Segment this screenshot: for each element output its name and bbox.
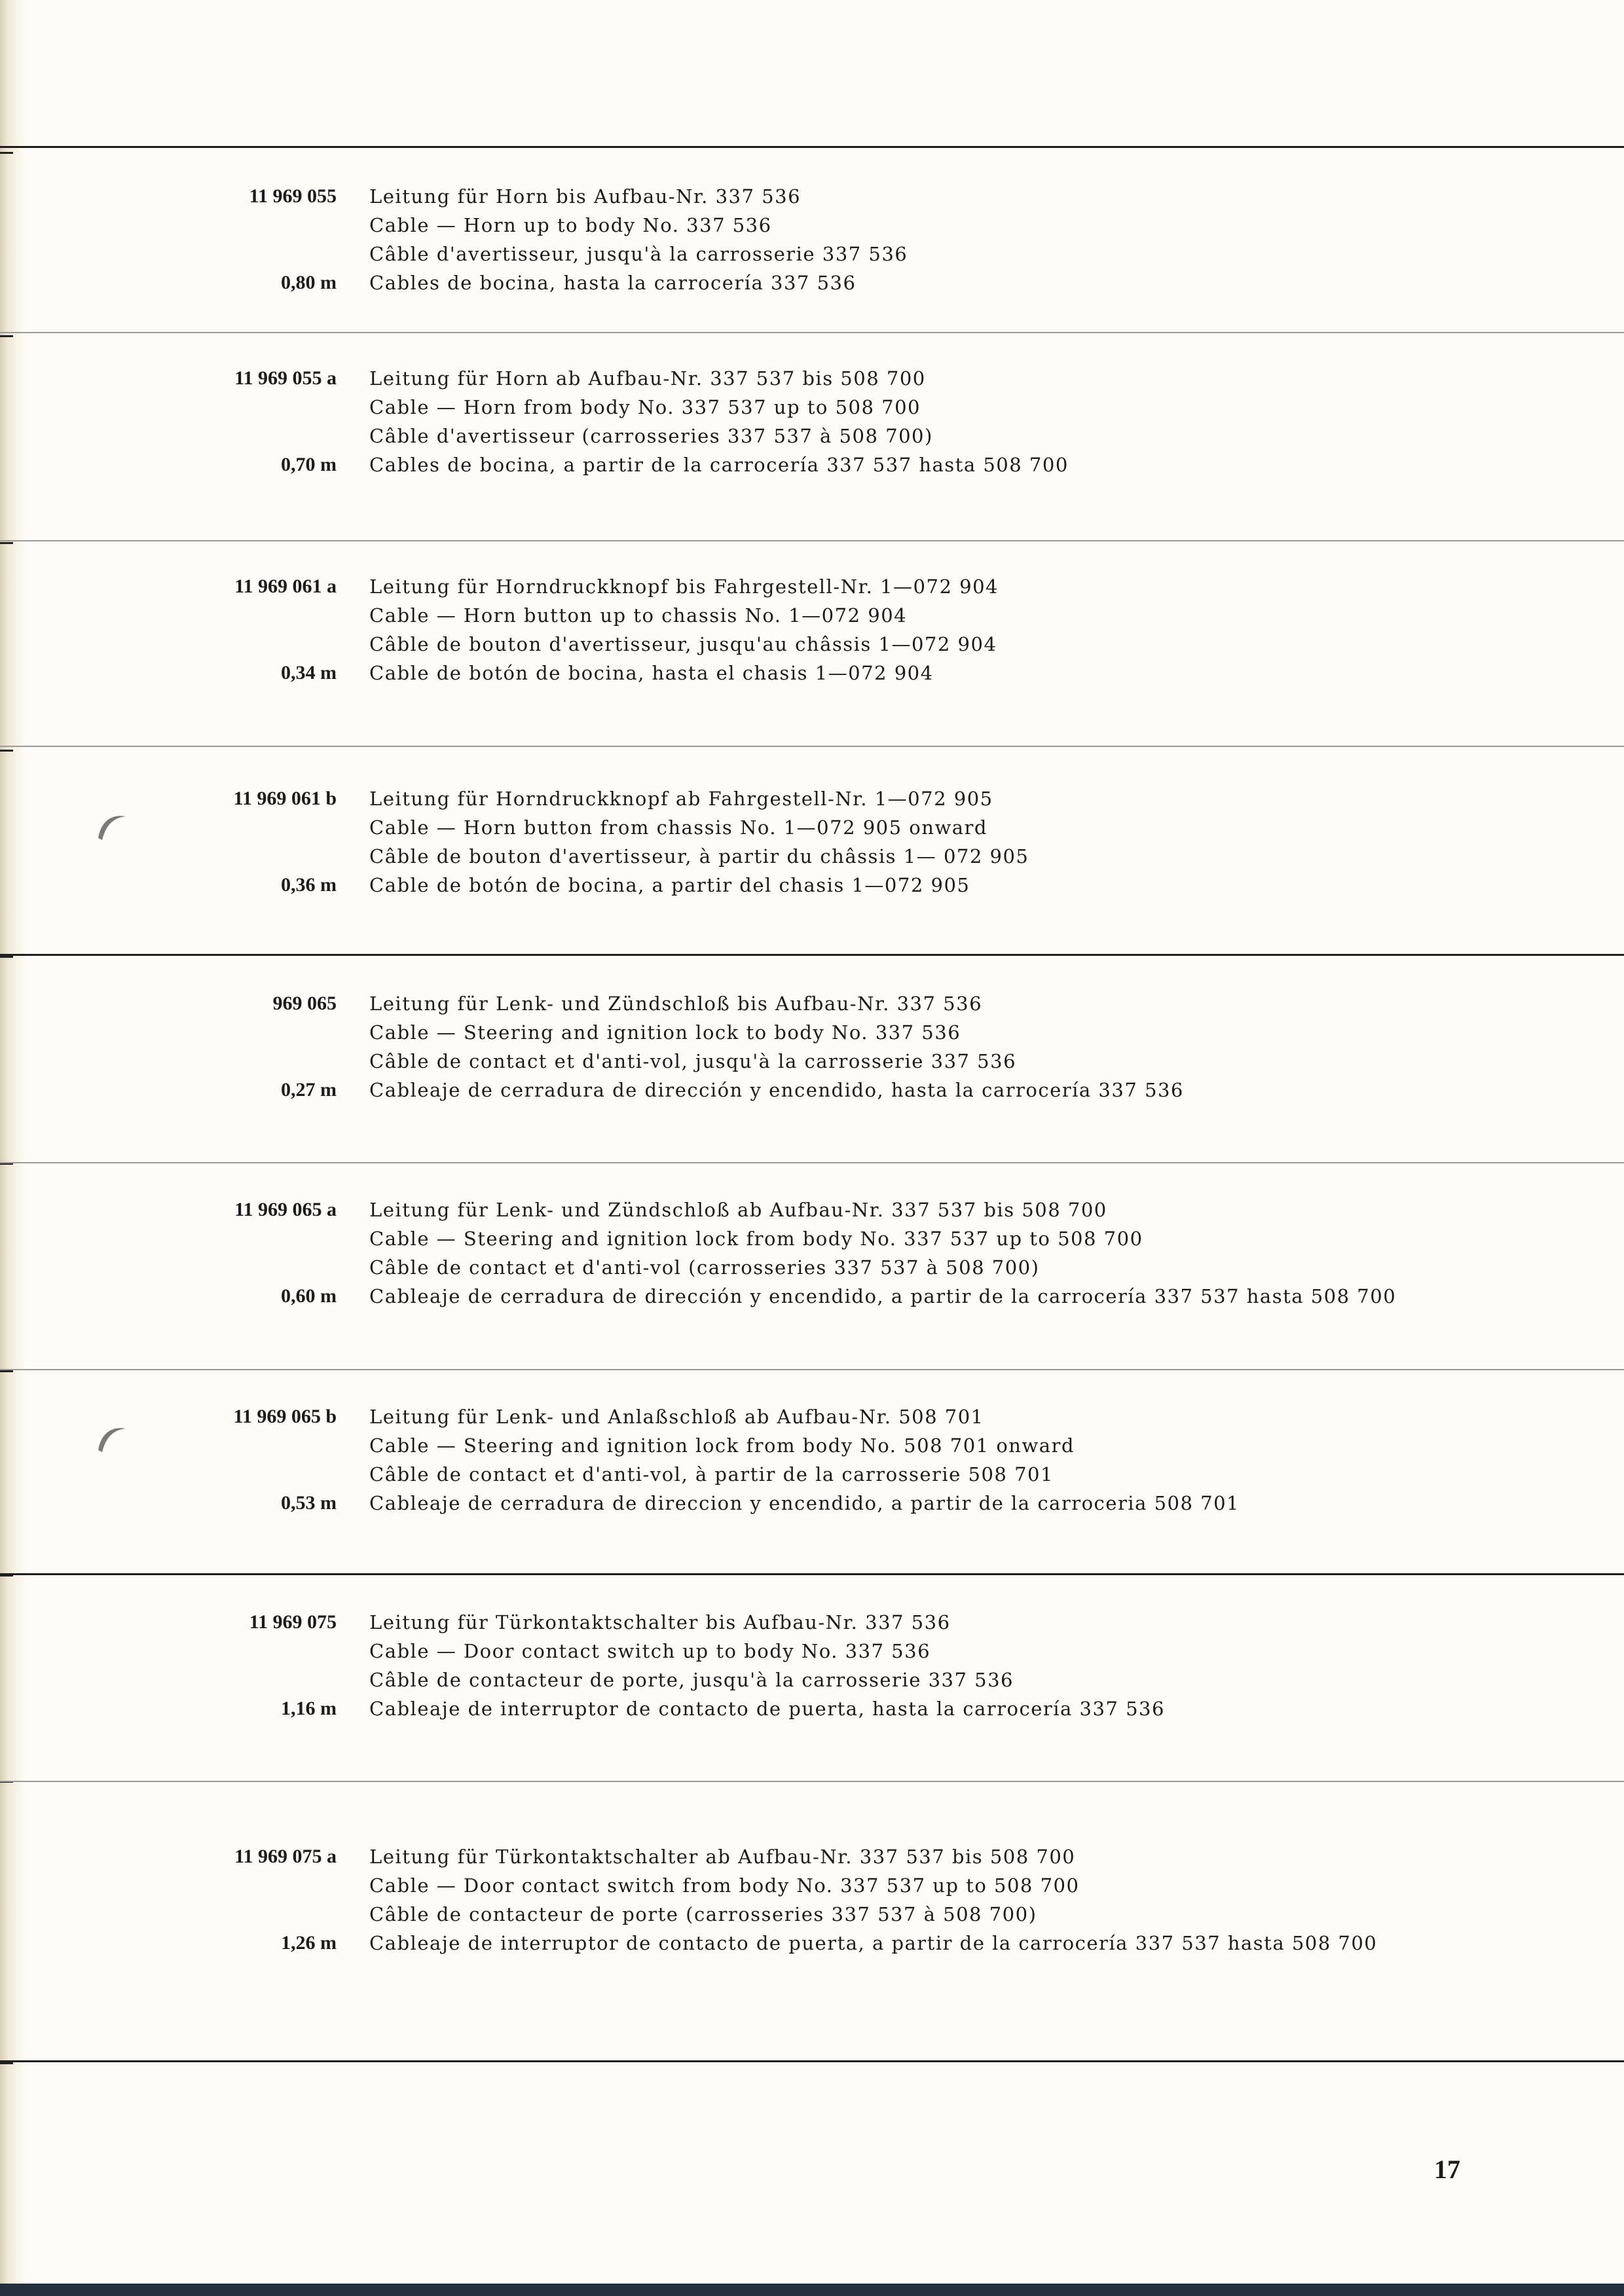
description-es: Cableaje de cerradura de dirección y encendido, hasta la carrocería 337 536 [369, 1079, 1184, 1101]
cable-length: 0,36 m [281, 874, 337, 896]
description-fr: Câble de contact et d'anti-vol (carrosseries 337 537 à 508 700) [369, 1256, 1040, 1279]
description-es: Cableaje de cerradura de dirección y encendido, a partir de la carrocería 337 537 hasta 508 700 [369, 1285, 1397, 1307]
entry-descriptions [369, 989, 1184, 1104]
entry-descriptions [369, 1195, 1396, 1311]
binding-mark [0, 152, 13, 154]
cable-length: 1,16 m [281, 1698, 337, 1719]
part-number: 969 065 [272, 993, 337, 1014]
description-es: Cableaje de cerradura de direccion y encendido, a partir de la carroceria 508 701 [369, 1492, 1240, 1514]
page-number: 17 [1434, 2155, 1460, 2184]
cable-length: 0,53 m [281, 1492, 337, 1514]
separator-rule [0, 1781, 1624, 1782]
description-es: Cableaje de interruptor de contacto de puerta, a partir de la carrocería 337 537 hasta 508 700 [369, 1932, 1378, 1954]
separator-rule [0, 1369, 1624, 1370]
description-en: Cable — Door contact switch from body No. 337 537 up to 508 700 [369, 1874, 1080, 1897]
description-en: Cable — Door contact switch up to body No. 337 536 [369, 1640, 931, 1662]
description-de: Leitung für Horndruckknopf ab Fahrgestell-Nr. 1—072 905 [369, 788, 993, 810]
description-de: Leitung für Türkontaktschalter bis Aufbau-Nr. 337 536 [369, 1611, 951, 1633]
description-fr: Câble de contacteur de porte (carrosseries 337 537 à 508 700) [369, 1903, 1037, 1925]
entry-descriptions [369, 1608, 1165, 1723]
part-number: 11 969 055 [249, 185, 337, 207]
page-binding [0, 0, 26, 2296]
part-number: 11 969 065 a [234, 1199, 337, 1220]
cable-length: 0,34 m [281, 662, 337, 683]
part-number: 11 969 075 a [234, 1846, 337, 1867]
separator-rule [0, 1573, 1624, 1575]
part-number: 11 969 061 b [233, 788, 337, 809]
separator-rule [0, 2060, 1624, 2062]
part-number: 11 969 055 a [234, 367, 337, 389]
entry-descriptions [369, 784, 1029, 900]
binding-mark [0, 1370, 13, 1372]
description-es: Cables de bocina, hasta la carrocería 337 536 [369, 272, 857, 294]
paper-tear-mark [92, 802, 131, 848]
part-number: 11 969 061 a [234, 575, 337, 597]
description-es: Cable de botón de bocina, hasta el chasis 1—072 904 [369, 662, 934, 684]
description-fr: Câble de bouton d'avertisseur, à partir du châssis 1— 072 905 [369, 845, 1029, 867]
description-en: Cable — Horn from body No. 337 537 up to 508 700 [369, 396, 921, 418]
description-en: Cable — Horn button from chassis No. 1—072 905 onward [369, 816, 987, 839]
description-fr: Câble d'avertisseur (carrosseries 337 537 à 508 700) [369, 425, 933, 447]
description-de: Leitung für Horndruckknopf bis Fahrgestell-Nr. 1—072 904 [369, 575, 999, 598]
separator-rule [0, 540, 1624, 541]
description-es: Cable de botón de bocina, a partir del chasis 1—072 905 [369, 874, 970, 896]
separator-rule [0, 146, 1624, 148]
description-en: Cable — Horn button up to chassis No. 1—072 904 [369, 604, 908, 627]
paper-tear-mark [92, 1414, 131, 1460]
scan-bottom-edge [0, 2284, 1624, 2296]
description-en: Cable — Steering and ignition lock to body No. 337 536 [369, 1021, 961, 1044]
binding-mark [0, 750, 13, 752]
description-en: Cable — Steering and ignition lock from body No. 337 537 up to 508 700 [369, 1228, 1143, 1250]
description-de: Leitung für Lenk- und Zündschloß ab Aufbau-Nr. 337 537 bis 508 700 [369, 1199, 1107, 1221]
cable-length: 0,70 m [281, 454, 337, 475]
binding-mark [0, 956, 13, 958]
binding-mark [0, 2062, 13, 2064]
entry-descriptions [369, 364, 1069, 479]
binding-mark [0, 335, 13, 337]
separator-rule [0, 954, 1624, 956]
entry-descriptions [369, 182, 908, 297]
description-en: Cable — Steering and ignition lock from body No. 508 701 onward [369, 1434, 1075, 1457]
cable-length: 0,60 m [281, 1285, 337, 1307]
description-de: Leitung für Lenk- und Zündschloß bis Aufbau-Nr. 337 536 [369, 993, 983, 1015]
part-number: 11 969 075 [249, 1611, 337, 1633]
description-fr: Câble de contacteur de porte, jusqu'à la carrosserie 337 536 [369, 1669, 1014, 1691]
separator-rule [0, 332, 1624, 333]
description-de: Leitung für Horn ab Aufbau-Nr. 337 537 bis 508 700 [369, 367, 926, 390]
description-fr: Câble de bouton d'avertisseur, jusqu'au châssis 1—072 904 [369, 633, 997, 655]
separator-rule [0, 1162, 1624, 1163]
entry-descriptions [369, 572, 999, 687]
description-fr: Câble d'avertisseur, jusqu'à la carrosserie 337 536 [369, 243, 908, 265]
entry-descriptions [369, 1842, 1377, 1958]
separator-rule [0, 746, 1624, 747]
description-es: Cableaje de interruptor de contacto de puerta, hasta la carrocería 337 536 [369, 1698, 1165, 1720]
description-de: Leitung für Horn bis Aufbau-Nr. 337 536 [369, 185, 802, 208]
description-de: Leitung für Lenk- und Anlaßschloß ab Aufbau-Nr. 508 701 [369, 1406, 984, 1428]
description-de: Leitung für Türkontaktschalter ab Aufbau-Nr. 337 537 bis 508 700 [369, 1846, 1076, 1868]
cable-length: 0,80 m [281, 272, 337, 293]
description-fr: Câble de contact et d'anti-vol, jusqu'à la carrosserie 337 536 [369, 1050, 1017, 1072]
description-fr: Câble de contact et d'anti-vol, à partir de la carrosserie 508 701 [369, 1463, 1054, 1485]
part-number: 11 969 065 b [233, 1406, 337, 1427]
description-es: Cables de bocina, a partir de la carrocería 337 537 hasta 508 700 [369, 454, 1069, 476]
binding-mark [0, 542, 13, 544]
description-en: Cable — Horn up to body No. 337 536 [369, 214, 772, 236]
entry-descriptions [369, 1402, 1240, 1518]
cable-length: 1,26 m [281, 1932, 337, 1954]
cable-length: 0,27 m [281, 1079, 337, 1101]
